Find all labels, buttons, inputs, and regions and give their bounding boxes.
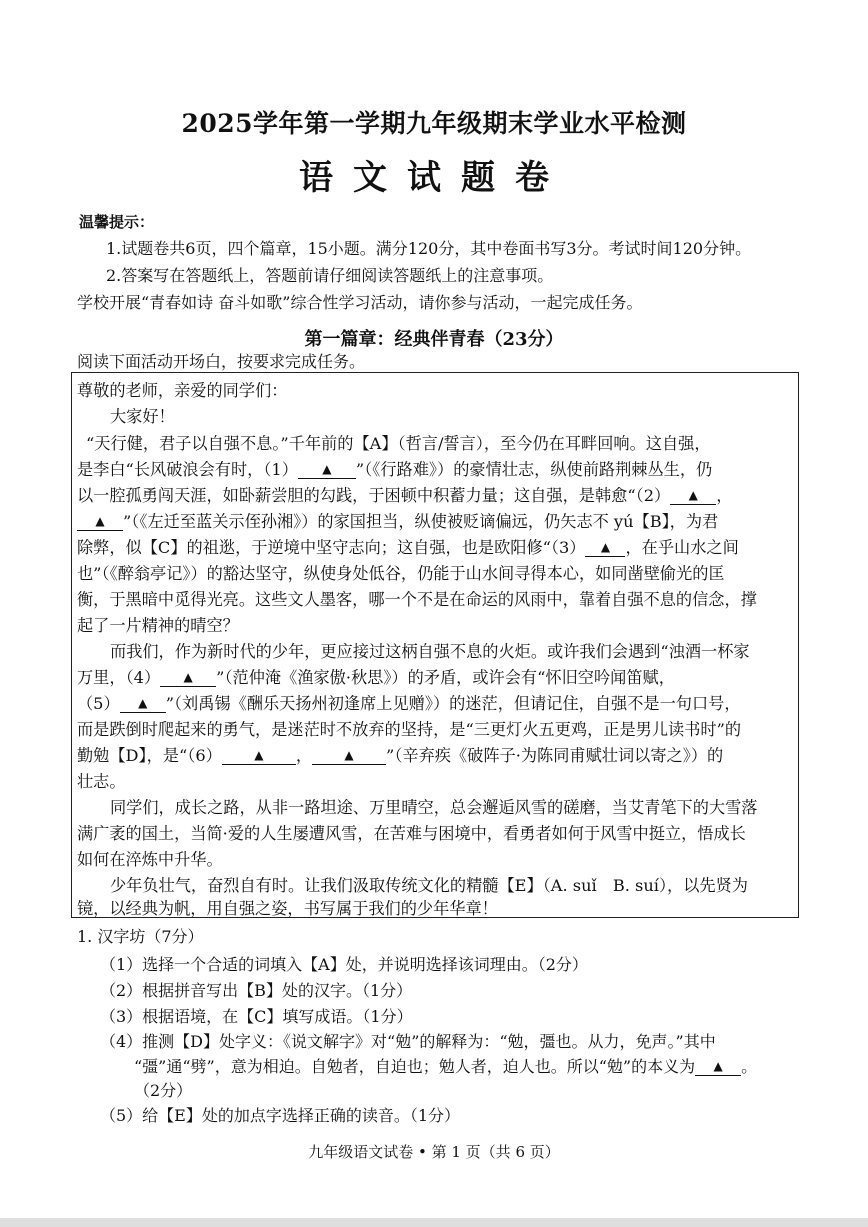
answer-blank-6b xyxy=(312,746,386,765)
speech-line: 少年负壮气，奋烈自有时。让我们汲取传统文化的精髓【E】（A. suǐ B. suí），以先贤为 xyxy=(110,876,748,895)
speech-line xyxy=(77,664,675,688)
speech-line: 满广袤的国土，当简·爱的人生屡遭风雪，在苦难与困境中，看勇者如何于风雪中挺立，悟成长 xyxy=(77,824,746,843)
section-instruction: 阅读下面活动开场白，按要求完成任务。 xyxy=(77,352,366,371)
triangle-mark-icon: ▲ xyxy=(183,670,193,684)
answer-blank-3 xyxy=(585,538,625,557)
speech-text: 勤勉【D】，是“（6） xyxy=(77,746,222,765)
speech-line: 而是跌倒时爬起来的勇气，是迷茫时不放弃的坚持，是“三更灯火五更鸡，正是男儿读书时”的 xyxy=(77,720,742,739)
scan-edge xyxy=(0,1218,868,1227)
answer-blank-1 xyxy=(298,460,356,479)
answer-blank-d xyxy=(695,1057,741,1076)
speech-line: 衡，于黑暗中觅得光亮。这些文人墨客，哪一个不是在命运的风雨中，靠着自强不息的信念，撑 xyxy=(77,590,757,609)
page-footer: 九年级语文试卷 • 第 1 页（共 6 页） xyxy=(308,1143,560,1161)
speech-line xyxy=(77,690,741,714)
question-1-5: （5）给【E】处的加点字选择正确的读音。（1分） xyxy=(100,1106,461,1125)
speech-text: ”（范仲淹《渔家傲·秋思》）的矛盾，或许会有“怀旧空吟闻笛赋， xyxy=(216,668,675,687)
exam-title: 2025学年第一学期九年级期末学业水平检测 xyxy=(181,109,687,138)
speech-text: 万里，（4） xyxy=(77,668,161,687)
question-1-1: （1）选择一个合适的词填入【A】处，并说明选择该词理由。（2分） xyxy=(100,955,588,974)
question-1-4-cont: “彊”通“劈”，意为相迫。自勉者，自迫也；勉人者，迫人也。所以“勉”的本义为 ▲ 。 xyxy=(134,1057,758,1076)
speech-text: ”（辛弃疾《破阵子·为陈同甫赋壮词以寄之》）的 xyxy=(386,746,724,765)
speech-line: 如何在淬炼中升华。 xyxy=(77,850,223,869)
answer-blank-4 xyxy=(160,668,216,687)
speech-line: 起了一片精神的晴空？ xyxy=(77,616,239,635)
question-text: “彊”通“劈”，意为相迫。自勉者，自迫也；勉人者，迫人也。所以“勉”的本义为 xyxy=(134,1057,696,1076)
question-1-2: （2）根据拼音写出【B】处的汉字。（1分） xyxy=(100,981,413,1000)
triangle-mark-icon: ▲ xyxy=(138,696,148,710)
speech-text: ”（《行路难》）的豪情壮志，纵使前路荆棘丛生，仍 xyxy=(355,460,713,479)
answer-blank-5 xyxy=(120,694,166,713)
speech-line: 同学们，成长之路，从非一路坦途、万里晴空，总会邂逅风雪的磋磨，当艾青笔下的大雪落 xyxy=(110,798,758,817)
speech-text: ，在乎山水之间 xyxy=(625,538,739,557)
speech-hello: 大家好！ xyxy=(110,407,175,426)
speech-text: （5） xyxy=(77,694,120,713)
tips-item-2: 2.答案写在答题纸上，答题前请仔细阅读答题纸上的注意事项。 xyxy=(106,266,554,285)
triangle-mark-icon: ▲ xyxy=(688,488,698,502)
speech-greeting: 尊敬的老师，亲爱的同学们： xyxy=(77,381,288,400)
speech-text: 除弊，似【C】的祖逖，于逆境中坚守志向；这自强，也是欧阳修“（3） xyxy=(77,538,586,557)
speech-line: 而我们，作为新时代的少年，更应接过这柄自强不息的火炬。或许我们会遇到“浊酒一杯家 xyxy=(110,642,750,661)
triangle-mark-icon: ▲ xyxy=(344,748,354,762)
speech-line: 勤勉【D】，是“（6） ▲ ， ▲ ”（辛弃疾《破阵子·为陈同甫赋壮词以寄之》）的 xyxy=(77,746,724,765)
speech-text: 是李白“长风破浪会有时，（1） xyxy=(77,460,298,479)
speech-line: 以一腔孤勇闯天涯，如卧薪尝胆的勾践，于困顿中积蓄力量；这自强，是韩愈“（2） ▲ ， xyxy=(77,486,733,505)
subject-title: 语文试题卷 xyxy=(299,158,569,198)
question-1-4-score: （2分） xyxy=(134,1081,193,1100)
speech-text: ”（刘禹锡《酬乐天扬州初逢席上见赠》）的迷茫，但请记住，自强不是一句口号， xyxy=(165,694,741,713)
triangle-mark-icon: ▲ xyxy=(322,462,332,476)
triangle-mark-icon: ▲ xyxy=(95,514,105,528)
opening-speech-box xyxy=(71,372,799,918)
triangle-mark-icon: ▲ xyxy=(713,1059,723,1073)
section-title: 第一篇章：经典伴青春（23分） xyxy=(304,329,564,350)
speech-line: 壮志。 xyxy=(77,772,126,791)
answer-blank-6a xyxy=(222,746,296,765)
speech-line: 也”（《醉翁亭记》）的豁达坚守，纵使身处低谷，仍能于山水间寻得本心，如同凿壁偷光的匡 xyxy=(77,564,725,583)
speech-line xyxy=(77,456,712,480)
tips-label: 温馨提示： xyxy=(79,213,155,231)
speech-text: 以一腔孤勇闯天涯，如卧薪尝胆的勾践，于困顿中积蓄力量；这自强，是韩愈“（2） xyxy=(77,486,671,505)
activity-intro: 学校开展“青春如诗 奋斗如歌”综合性学习活动，请你参与活动，一起完成任务。 xyxy=(77,293,643,312)
question-1-3: （3）根据语境，在【C】填写成语。（1分） xyxy=(100,1007,413,1026)
speech-text: ”（《左迁至蓝关示侄孙湘》）的家国担当，纵使被贬谪偏远，仍矢志不 yú【B】，为君 xyxy=(123,512,719,531)
speech-line xyxy=(77,534,739,558)
question-1-4: （4）推测【D】处字义：《说文解字》对“勉”的解释为：“勉，彊也。从力，免声。”其中 xyxy=(100,1032,716,1051)
triangle-mark-icon: ▲ xyxy=(600,540,611,554)
tips-item-1: 1.试题卷共6页，四个篇章，15小题。满分120分，其中卷面书写3分。考试时间120分钟。 xyxy=(106,239,752,258)
speech-line: “天行健，君子以自强不息。”千年前的【A】（哲言/誓言），至今仍在耳畔回响。这自强， xyxy=(86,434,711,453)
speech-line xyxy=(77,508,718,532)
answer-blank-2a xyxy=(670,486,716,505)
triangle-mark-icon: ▲ xyxy=(254,748,264,762)
question-1-title: 1. 汉字坊（7分） xyxy=(77,927,204,946)
speech-line: 镜，以经典为帆，用自强之姿，书写属于我们的少年华章！ xyxy=(77,899,498,918)
answer-blank-2b xyxy=(77,512,123,531)
